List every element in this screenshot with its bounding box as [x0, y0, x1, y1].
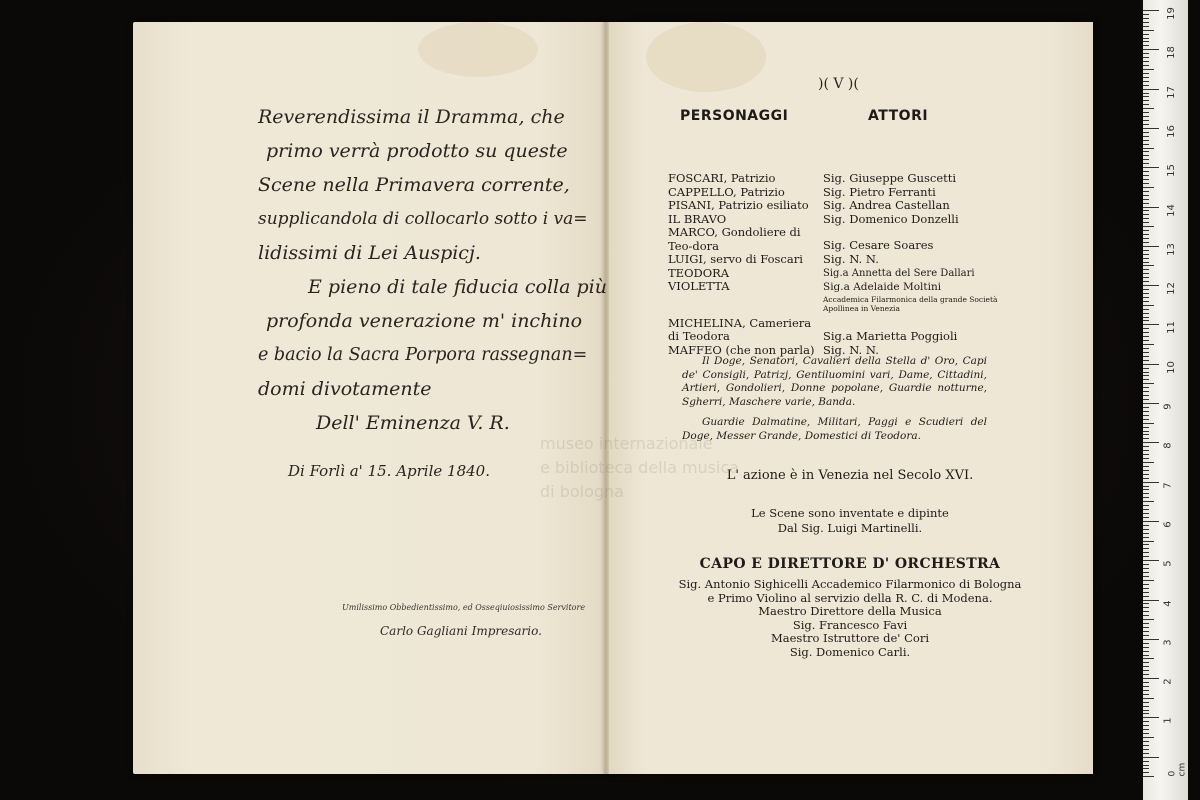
ruler-tick: [1143, 61, 1149, 62]
ruler-tick: [1143, 163, 1149, 164]
ruler-tick: [1143, 195, 1149, 196]
ruler-tick: [1143, 230, 1149, 231]
ruler-tick: [1143, 69, 1154, 70]
ruler-tick: [1143, 627, 1149, 628]
ruler-tick: [1143, 651, 1149, 652]
cast-row: [668, 186, 1028, 200]
ruler-tick: [1143, 702, 1149, 703]
header-roles: PERSONAGGI: [680, 108, 789, 124]
ruler-tick: [1143, 128, 1159, 129]
ruler-tick: [1143, 273, 1149, 274]
cast-row: [668, 172, 1028, 186]
ruler-tick: [1143, 533, 1149, 534]
ruler-number: 8: [1162, 442, 1174, 449]
ruler-number: 16: [1165, 125, 1177, 138]
ruler-tick: [1143, 285, 1159, 286]
ruler-tick: [1143, 246, 1159, 247]
page-number: )( V )(: [818, 76, 859, 92]
ruler-tick: [1143, 470, 1149, 471]
ruler-tick: [1143, 615, 1149, 616]
ruler-tick: [1143, 144, 1149, 145]
role-name: FOSCARI, Patrizio: [668, 171, 776, 185]
actor-name: Sig. Giuseppe Guscetti: [823, 171, 957, 185]
dedication-text: [258, 100, 607, 488]
ruler-tick: [1143, 725, 1149, 726]
ruler-tick: [1143, 324, 1159, 325]
actor-name: Sig. Cesare Soares: [823, 238, 934, 252]
ruler-tick: [1143, 556, 1149, 557]
ruler-tick: [1143, 124, 1149, 125]
ruler-tick: [1143, 666, 1149, 667]
ruler-tick: [1143, 116, 1149, 117]
ruler-tick: [1143, 203, 1149, 204]
dedication-line: primo verrà prodotto su queste: [266, 140, 568, 162]
ruler-tick: [1143, 670, 1149, 671]
ruler-tick: [1143, 446, 1149, 447]
ruler-tick: [1143, 541, 1154, 542]
ruler-tick: [1143, 352, 1149, 353]
ruler-tick: [1143, 26, 1149, 27]
ruler-tick: [1143, 179, 1149, 180]
dedication-line: Reverendissima il Dramma, che: [258, 106, 565, 128]
ruler-tick: [1143, 85, 1149, 86]
cast-row: [668, 317, 1028, 344]
scenes-line: Le Scene sono inventate e dipinte: [751, 506, 949, 520]
ruler-tick: [1143, 710, 1149, 711]
ruler-tick: [1143, 293, 1149, 294]
ruler-number: 14: [1165, 203, 1177, 217]
ruler-tick: [1143, 655, 1149, 656]
ruler-tick: [1143, 639, 1159, 640]
ruler-tick: [1143, 434, 1149, 435]
ruler-number: 17: [1165, 85, 1177, 99]
ruler-tick: [1143, 53, 1149, 54]
ruler-tick: [1143, 686, 1149, 687]
ruler-tick: [1143, 407, 1149, 408]
cast-row: [668, 267, 1028, 281]
ruler-tick: [1143, 690, 1149, 691]
role-name: MICHELINA, Cameriera di Teodora: [668, 315, 812, 343]
ruler-tick: [1143, 403, 1159, 404]
ruler-tick: [1143, 89, 1159, 90]
ruler-tick: [1143, 411, 1149, 412]
ruler-tick: [1143, 415, 1149, 416]
ruler-tick: [1143, 218, 1149, 219]
ruler-tick: [1143, 214, 1149, 215]
ruler-tick: [1143, 761, 1149, 762]
signature: Carlo Gagliani Impresario.: [380, 624, 542, 638]
ruler-tick: [1143, 375, 1149, 376]
ruler-tick: [1143, 151, 1149, 152]
ruler-tick: [1143, 250, 1149, 251]
dedication-date: Di Forlì a' 15. Aprile 1840.: [288, 462, 490, 480]
ruler-tick: [1143, 576, 1149, 577]
ruler-tick: [1143, 148, 1154, 149]
ruler-tick: [1143, 529, 1149, 530]
ruler-tick: [1143, 277, 1149, 278]
ruler-tick: [1143, 497, 1149, 498]
ruler-number: 18: [1165, 46, 1177, 60]
ruler-tick: [1143, 619, 1154, 620]
ruler-tick: [1143, 552, 1149, 553]
ruler-number: 13: [1165, 242, 1177, 256]
ruler-tick: [1143, 120, 1149, 121]
scenes-line: Dal Sig. Luigi Martinelli.: [777, 521, 923, 535]
ruler-tick: [1143, 560, 1159, 561]
ruler-tick: [1143, 309, 1149, 310]
ruler-tick: [1143, 588, 1149, 589]
ruler-tick: [1143, 112, 1149, 113]
measuring-ruler: [1143, 0, 1188, 800]
ruler-tick: [1143, 772, 1149, 773]
ruler-tick: [1143, 489, 1149, 490]
actor-name: Sig. Andrea Castellan: [823, 198, 950, 212]
role-name: CAPPELLO, Patrizio: [668, 184, 785, 199]
ruler-tick: [1143, 383, 1154, 384]
extras-paragraph: Il Doge, Senatori, Cavalieri della Stella d' Oro, Capi de' Consigli, Patrizj, Gentiluomini vari, Dame, Cittadini, Artieri, Gondolieri, Donne popolane, Guardie notturne, Sgherri, Maschere varie, Banda.: [682, 355, 987, 408]
ruler-tick: [1143, 568, 1149, 569]
role-name: PISANI, Patrizio esiliato: [668, 198, 809, 212]
ruler-tick: [1143, 238, 1149, 239]
ruler-tick: [1143, 706, 1149, 707]
ruler-tick: [1143, 658, 1154, 659]
actor-name: Sig.a Marietta Poggioli: [823, 328, 958, 343]
ruler-tick: [1143, 521, 1159, 522]
dedication-line: profonda venerazione m' inchino: [266, 310, 583, 332]
ruler-tick: [1143, 423, 1154, 424]
ruler-tick: [1143, 289, 1149, 290]
role-name: TEODORA: [668, 265, 730, 280]
ruler-tick: [1143, 167, 1159, 168]
ruler-tick: [1143, 81, 1149, 82]
header-actors: ATTORI: [868, 108, 929, 124]
ruler-tick: [1143, 391, 1149, 392]
ruler-tick: [1143, 427, 1149, 428]
ruler-tick: [1143, 313, 1149, 314]
ruler-number: 7: [1162, 481, 1174, 489]
ruler-tick: [1143, 501, 1154, 502]
ruler-tick: [1143, 171, 1149, 172]
ruler-tick: [1143, 297, 1149, 298]
ruler-tick: [1143, 548, 1149, 549]
dedication-line: supplicandola di collocarlo sotto i va=: [258, 209, 588, 229]
ruler-tick: [1143, 57, 1149, 58]
ruler-tick: [1143, 682, 1149, 683]
ruler-number: 15: [1165, 164, 1177, 178]
ruler-tick: [1143, 737, 1154, 738]
ruler-tick: [1143, 698, 1154, 699]
ruler-tick: [1143, 749, 1149, 750]
ruler-tick: [1143, 544, 1149, 545]
ruler-tick: [1143, 210, 1149, 211]
ruler-tick: [1143, 207, 1159, 208]
ruler-number: 9: [1162, 403, 1174, 410]
ruler-number: 4: [1162, 599, 1174, 607]
actor-block: [823, 280, 1028, 313]
ruler-tick: [1143, 199, 1149, 200]
ruler-tick: [1143, 340, 1149, 341]
ruler-tick: [1143, 678, 1159, 679]
ruler-tick: [1143, 301, 1149, 302]
role-name: IL BRAVO: [668, 211, 727, 226]
ruler-tick: [1143, 419, 1149, 420]
cast-row: [668, 253, 1028, 267]
ruler-tick: [1143, 537, 1149, 538]
ruler-tick: [1143, 603, 1149, 604]
ruler-tick: [1143, 30, 1154, 31]
book-gutter: [603, 22, 609, 774]
dedication-line: domi divotamente: [258, 378, 432, 400]
ruler-tick: [1143, 344, 1154, 345]
role-name: VIOLETTA: [668, 279, 730, 293]
extras-paragraph: Guardie Dalmatine, Militari, Paggi e Scudieri del Doge, Messer Grande, Domestici di Teodora.: [682, 416, 987, 442]
ruler-tick: [1143, 132, 1149, 133]
watermark-line: e biblioteca della musica: [540, 458, 740, 477]
actor-name: Sig.a Annetta del Sere Dallari: [823, 267, 975, 279]
ruler-tick: [1143, 96, 1149, 97]
ruler-tick: [1143, 100, 1149, 101]
ruler-tick: [1143, 108, 1154, 109]
ruler-tick: [1143, 674, 1149, 675]
ruler-tick: [1143, 22, 1149, 23]
ruler-tick: [1143, 513, 1149, 514]
ruler-tick: [1143, 258, 1149, 259]
ruler-tick: [1143, 281, 1149, 282]
ruler-tick: [1143, 155, 1149, 156]
cast-list: [668, 172, 1028, 357]
ruler-tick: [1143, 713, 1149, 714]
ruler-tick: [1143, 733, 1149, 734]
ruler-tick: [1143, 372, 1149, 373]
ruler-tick: [1143, 466, 1149, 467]
ruler-tick: [1143, 623, 1149, 624]
ruler-tick: [1143, 18, 1149, 19]
ruler-tick: [1143, 226, 1154, 227]
ruler-tick: [1143, 10, 1159, 11]
ruler-tick: [1143, 49, 1159, 50]
cast-row: [668, 213, 1028, 227]
ruler-tick: [1143, 584, 1149, 585]
ruler-tick: [1143, 462, 1154, 463]
ruler-tick: [1143, 45, 1149, 46]
ruler-tick: [1143, 694, 1149, 695]
ruler-tick: [1143, 73, 1149, 74]
ruler-number: 19: [1165, 7, 1177, 20]
ruler-tick: [1143, 360, 1149, 361]
ruler-number: 12: [1165, 282, 1177, 295]
ruler-tick: [1143, 348, 1149, 349]
cast-row: [668, 280, 1028, 313]
ruler-tick: [1143, 14, 1149, 15]
ruler-tick: [1143, 607, 1149, 608]
orchestra-credits: [620, 578, 1080, 659]
ruler-tick: [1143, 368, 1149, 369]
ruler-tick: [1143, 580, 1154, 581]
dedication-line: lidissimi di Lei Auspicj.: [258, 242, 481, 264]
ruler-tick: [1143, 765, 1149, 766]
ruler-tick: [1143, 317, 1149, 318]
ruler-tick: [1143, 175, 1149, 176]
actor-name: Sig. N. N.: [823, 342, 879, 357]
ruler-tick: [1143, 717, 1159, 718]
dedication-closing: Dell' Eminenza V. R.: [316, 412, 510, 434]
ruler-tick: [1143, 768, 1149, 769]
ruler-number: 11: [1165, 321, 1177, 335]
ruler-tick: [1143, 104, 1149, 105]
subscription-line: Umilissimo Obbedientissimo, ed Osseqiuiosissimo Servitore: [342, 603, 586, 612]
orchestra-line: Sig. Francesco Favi: [792, 617, 908, 632]
ruler-tick: [1143, 159, 1149, 160]
ruler-tick: [1143, 269, 1149, 270]
watermark-line: museo internazionale: [540, 434, 713, 453]
role-name: MAFFEO (che non parla): [668, 342, 815, 357]
ruler-tick: [1143, 332, 1149, 333]
ruler-tick: [1143, 611, 1149, 612]
ruler-tick: [1143, 93, 1149, 94]
ruler-tick: [1143, 600, 1159, 601]
ruler-tick: [1143, 77, 1149, 78]
ruler-unit: 0 cm: [1167, 762, 1188, 777]
ruler-tick: [1143, 364, 1159, 365]
ruler-tick: [1143, 647, 1149, 648]
actor-note: Accademica Filarmonica della grande Società Apollinea in Venezia: [823, 294, 998, 313]
ruler-tick: [1143, 486, 1149, 487]
ruler-tick: [1143, 505, 1149, 506]
orchestra-title: CAPO E DIRETTORE D' ORCHESTRA: [699, 556, 1001, 572]
actor-name: Sig. Pietro Ferranti: [823, 184, 936, 199]
ruler-tick: [1143, 643, 1149, 644]
ruler-tick: [1143, 757, 1159, 758]
cast-row: [668, 199, 1028, 213]
role-name: MARCO, Gondoliere di Teo-dora: [668, 225, 801, 253]
ruler-tick: [1143, 379, 1149, 380]
ruler-tick: [1143, 454, 1149, 455]
ruler-tick: [1143, 234, 1149, 235]
dedication-line: E pieno di tale fiducia colla più: [308, 276, 607, 298]
ruler-tick: [1143, 305, 1154, 306]
ruler-tick: [1143, 265, 1154, 266]
ruler-tick: [1143, 596, 1149, 597]
ruler-tick: [1143, 320, 1149, 321]
ruler-number: 5: [1162, 560, 1174, 567]
ruler-tick: [1143, 140, 1149, 141]
ruler-tick: [1143, 34, 1149, 35]
paper-stain: [418, 22, 538, 77]
ruler-tick: [1143, 191, 1149, 192]
ruler-tick: [1143, 741, 1149, 742]
ruler-tick: [1143, 136, 1149, 137]
ruler-tick: [1143, 509, 1149, 510]
ruler-tick: [1143, 493, 1149, 494]
paper-stain: [646, 22, 766, 92]
ruler-tick: [1143, 438, 1149, 439]
ruler-tick: [1143, 242, 1149, 243]
ruler-tick: [1143, 450, 1149, 451]
ruler-tick: [1143, 254, 1149, 255]
ruler-tick: [1143, 399, 1149, 400]
ruler-tick: [1143, 431, 1149, 432]
ruler-tick: [1143, 65, 1149, 66]
ruler-tick: [1143, 564, 1149, 565]
ruler-tick: [1143, 336, 1149, 337]
scenes-credit: [620, 506, 1080, 536]
orchestra-line: e Primo Violino al servizio della R. C. di Modena.: [707, 590, 993, 605]
ruler-tick: [1143, 662, 1149, 663]
actor-name: Sig.a Adelaide Moltini: [823, 281, 942, 293]
ruler-tick: [1143, 745, 1149, 746]
ruler-tick: [1143, 478, 1149, 479]
cast-row: [668, 226, 1028, 253]
ruler-number: 1: [1162, 717, 1174, 725]
ruler-number: 10: [1165, 360, 1177, 374]
orchestra-line: Maestro Direttore della Musica: [758, 604, 942, 618]
ruler-tick: [1143, 631, 1149, 632]
ruler-tick: [1143, 517, 1149, 518]
ruler-tick: [1143, 41, 1149, 42]
setting-line: L' azione è in Venezia nel Secolo XVI.: [726, 468, 974, 483]
dedication-line: e bacio la Sacra Porpora rassegnan=: [258, 345, 588, 365]
dedication-line: Scene nella Primavera corrente,: [258, 174, 570, 196]
ruler-tick: [1143, 38, 1149, 39]
ruler-tick: [1143, 458, 1149, 459]
role-name: LUIGI, servo di Foscari: [668, 252, 803, 266]
ruler-tick: [1143, 635, 1149, 636]
ruler-tick: [1143, 753, 1149, 754]
actor-name: Sig. N. N.: [823, 252, 879, 266]
ruler-tick: [1143, 262, 1149, 263]
ruler-tick: [1143, 187, 1154, 188]
ruler-tick: [1143, 474, 1149, 475]
ruler-tick: [1143, 387, 1149, 388]
ruler-number: 2: [1162, 678, 1174, 685]
ruler-tick: [1143, 442, 1159, 443]
ruler-tick: [1143, 729, 1149, 730]
ruler-tick: [1143, 222, 1149, 223]
actor-name: Sig. Domenico Donzelli: [823, 211, 959, 226]
ruler-number: 6: [1162, 521, 1174, 528]
ruler-tick: [1143, 395, 1149, 396]
ruler-tick: [1143, 572, 1149, 573]
ruler-tick: [1143, 525, 1149, 526]
ruler-tick: [1143, 328, 1149, 329]
ruler-tick: [1143, 592, 1149, 593]
orchestra-line: Maestro Istruttore de' Cori: [770, 631, 929, 645]
orchestra-line: Sig. Domenico Carli.: [789, 644, 911, 659]
orchestra-line: Sig. Antonio Sighicelli Accademico Filarmonico di Bologna: [678, 577, 1022, 591]
watermark-line: di bologna: [540, 482, 624, 501]
ruler-tick: [1143, 183, 1149, 184]
ruler-tick: [1143, 356, 1149, 357]
ruler-number: 3: [1162, 639, 1174, 646]
ruler-tick: [1143, 482, 1159, 483]
ruler-tick: [1143, 721, 1149, 722]
ruler-tick: [1143, 776, 1154, 777]
